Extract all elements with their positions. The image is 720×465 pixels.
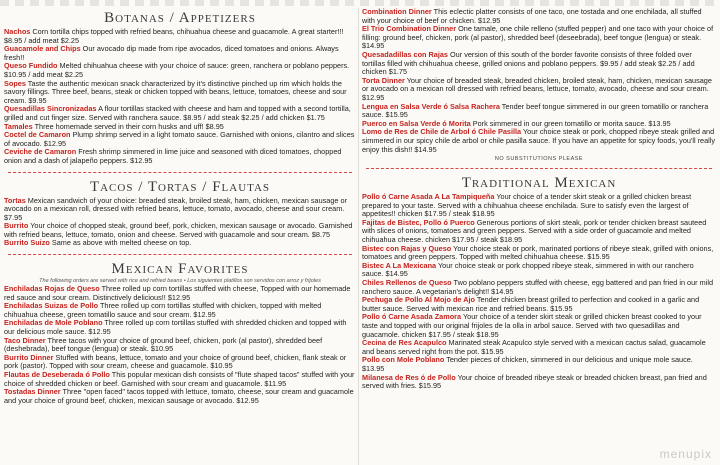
menu-item-description: Your choice of a tender skirt steak or grilled chicken breast cooked to your taste and topped with our original frijoles de la olla in arbol sauce. Served with two quesadillas and guacamole. chicken $17.95 / steak $18.95 [362,312,702,339]
menu-item-name: Enchiladas Rojas de Queso [4,284,100,294]
menu-item-description: Our version of this south of the border favorite consists of three folded over tortillas filled with chihuahua cheese, grilled onions and poblano peppers. $9.95 / add steak $2.25 / add chicken $1.75 [362,49,695,77]
menu-item [4,285,356,302]
menu-item [4,337,356,354]
tacos-list [4,197,356,249]
menu-item-description: Corn tortilla chips topped with refried beans, chihuahua cheese and guacamole. A great starter!!! $8.95 / add meat $2.25 [4,27,344,45]
menu-item-name: Torta Dinner [362,75,405,85]
torn-edge [0,0,720,6]
menu-item [362,245,716,262]
menu-item-name: Pechuga de Pollo Al Mojo de Ajo [362,295,475,305]
menu-item-name: Enchiladas Suizas de Pollo [4,301,99,311]
menu-item [4,319,356,336]
menu-item-name: Ceviche de Camaron [4,147,77,157]
menu-item-name: Sopes [4,78,26,88]
menu-item-description: Three tacos with your choice of ground beef, chicken, pork (al pastor), shredded beef (deshebrada), beef tongue (lengua) or steak. $10.95 [4,335,323,354]
menu-item-description: Three rolled up corn tortillas stuffed with shredded chicken and topped with our delicious mole sauce. $12.95 [4,318,347,337]
menu-item [4,354,356,371]
menu-item [4,388,356,405]
menu-item-description: Three homemade served in their corn husks and uff! $8.95 [32,121,224,131]
menu-item-description: Plump shrimp served in a light tomato sauce. Garnished with onions, cilantro and slices of avocado. $12.95 [4,130,355,148]
menu-item-name: Taco Dinner [4,335,46,345]
menu-item [4,28,356,45]
menu-item-description: Your choice steak or pork chopped ribeye steak, simmered in with our ranchero sauce. $14.95 [362,260,694,279]
menu-item-name: Quesadillas Sincronizadas [4,104,97,114]
tacos-title: Tacos / Tortas / Flautas [89,178,271,195]
menu-item-description: Three rolled up corn tortillas stuffed with chicken, topped with melted chihuahua cheese, green tomatillo sauce and sour cream. $12.95 [4,301,322,319]
menu-item [4,105,356,122]
menu-item [4,239,356,248]
menu-item-name: Bistec A La Mexicana [362,260,437,270]
menu-item-description: Generous portions of skirt steak, pork or tender chicken breast sauteed with slices of onions, tomatoes and green peppers. Served with a side order of guacamole and melted chihuahua cheese. chicken $17.95 / steak $18.95 [362,217,707,245]
section-separator [366,168,712,169]
menu-item-name: Pollo ó Carne Asada A La Tampiqueña [362,192,495,202]
menu-item-name: Guacamole and Chips [4,44,81,54]
menu-item [362,296,716,313]
menu-item-name: Burrito Dinner [4,352,54,362]
right-column [362,8,716,465]
menu-item-name: Quesadadillas con Rajas [362,49,448,59]
menu-item-description: Melted chihuahua cheese with your choice of sauce: green, ranchera or poblano peppers. $10.95 / add meat $2.25 [4,61,350,79]
menu-item [362,313,716,339]
menu-item-name: Burrito [4,221,29,231]
menu-item-description: This popular mexican dish consists of "flute shaped tacos" stuffed with your choice of shredded chicken or beef. Garnished with sour cream and guacamole. $11.95 [4,370,355,388]
appetizers-title: Botanas / Appetizers [104,10,256,26]
menu-item-name: Burrito Suizo [4,238,50,248]
menu-item-description: This eclectic platter consists of one taco, one tostada and one enchilada, all stuffed with your choice of beef or chicken. $12.95 [362,7,702,25]
menu-item [4,222,356,239]
section-separator [8,172,352,173]
left-column [4,8,356,465]
menu-item-name: Lomo de Res de Chile de Arbol ó Chile Pasilla [362,127,522,137]
menu-item-description: Your choice of breaded steak, breaded chicken, broiled steak, ham, chicken, mexican sausage or avocado on a mexican roll dressed with refried beans, lettuce, tomato, avocado, cheese and sour cream. $12.95 [362,75,712,102]
menu-item [362,193,716,219]
menu-item-name: Coctel de Camaron [4,130,71,140]
menu-item [362,25,716,51]
menu-item [362,356,716,373]
traditional-list [362,193,716,391]
menu-item [4,80,356,106]
menu-item [4,197,356,223]
menu-item-name: Enchiladas de Mole Poblano [4,318,103,328]
favorites-note: The following orders are served with rice and refried beans • Los siguientes platillos son servidos con arroz y frijoles [39,278,321,285]
menu-item [4,371,356,388]
menu-item-name: Pollo ó Carne Asada Zamora [362,312,462,322]
menu-item [4,131,356,148]
menu-item-description: Mexican sandwich of your choice: breaded steak, broiled steak, ham, chicken, mexican sausage or avocado on a mexican roll, dressed with refried beans, lettuce, tomato, avocado, cheese and sour cream. $7.95 [4,195,347,222]
menu-item-description: Tender chicken breast grilled to perfection and cooked in a garlic and butter sauce. Served with mexican rice and refried beans. $15.95 [362,295,700,313]
menu-item [362,103,716,120]
menu-item-name: Tamales [4,121,33,131]
menu-item-name: Combination Dinner [362,7,432,16]
menu-item-description: One tamale, one chile relleno (stuffed pepper) and one taco with your choice of filling: ground beef, chicken, pork (al pastor), shredded beef (deseebrada), beef tongue (lengua) or steak. $14.95 [362,24,714,51]
menu-item-description: Pork simmered in our green tomatillo or morita sauce. $13.95 [470,118,671,128]
column-divider [358,8,359,465]
menu-item [4,302,356,319]
menu-item-description: Your choice of chopped steak, ground beef, pork, chicken, mexican sausage or avocado. Garnished with refried beans, lettuce, tomato, onion and cheese. Served with guacamole and sour cream. $8.75 [4,221,353,239]
menu-item-description: Two poblano peppers stuffed with cheese, egg battered and pan fried in our mild ranchero sauce. A vegetarian's delight!! $14.95 [362,278,714,296]
menu-item-description: Stuffed with beans, lettuce, tomato and your choice of ground beef, chicken, flank steak or pork (pastor). Topped with sour cream, cheese and guacamole. $10.95 [4,352,347,371]
menu-item [4,148,356,165]
menu-item-name: El Trio Combination Dinner [362,24,457,34]
menu-item-description: Taste the authentic mexican snack characterized by it's distinctive pinched up rim which holds the savory fillings. Three beef, beans, steak or chicken topped with beans, lettuce, tomatoes, cheese and sour cream. $9.95 [4,78,347,105]
menu-item-description: Fresh shrimp simmered in lime juice and seasoned with diced tomatoes, chopped onion and a dash of jalapeño peppers. $12.95 [4,147,342,165]
menu-item-name: Pollo con Mole Poblano [362,355,445,365]
menu-item [4,62,356,79]
menu-item-name: Nachos [4,27,31,36]
menu-item-description: Same as above with melted cheese on top. [49,238,192,248]
menu-item [362,51,716,77]
menu-item-name: Chiles Rellenos de Queso [362,278,452,288]
menu-item [362,128,716,154]
menu-item [362,8,716,25]
menu-item-description: Marinated steak Acapulco style served with a mexican cactus salad, guacamole and beans served right from the pot. $15.95 [362,338,706,356]
menu-item [362,279,716,296]
menu-item-description: Tender pieces of chicken, simmered in our delicious and unique mole sauce. $13.95 [362,355,693,373]
menu-item-name: Flautas de Deseberada ó Pollo [4,370,110,379]
menu-item-description: Our avocado dip made from ripe avocados, diced tomatoes and onions. Always fresh!! [4,44,339,62]
menu-item-description: Your choice steak or pork, marinated portions of ribeye steak, grilled with onions, tomatoes and green peppers. Topped with melted chihuahua cheese. $15.95 [362,243,714,262]
favorites-title: Mexican Favorites [111,261,249,278]
menu-item-name: Bistec con Rajas y Queso [362,243,452,253]
menu-item-description: A flour tortillas stacked with cheese and ham and topped with a second tortilla, grilled and cut finger size. Served with ranchera sauce. $8.95 / add steak $2.25 / add chicken $1.75 [4,104,351,122]
watermark-logo: menupix [659,447,712,461]
combos-list [362,8,716,154]
favorites-list [4,285,356,405]
menu-item [362,262,716,279]
menu-item-name: Cecina de Res Acapulco [362,338,447,348]
menu-item-description: Tender beef tongue simmered in our green tomatillo or ranchera sauce. $15.95 [362,101,709,120]
menu-item [362,219,716,245]
menu-item-name: Milanesa de Res ó de Pollo [362,372,456,382]
menu-item [362,77,716,103]
menu-item-description: Three "open faced" tacos topped with lettuce, tomato, cheese, sour cream and guacamole and your choice of ground beef, chicken, mexican sausage or avocado. $12.95 [4,387,354,405]
menu-item-name: Tortas [4,195,26,205]
section-separator [8,254,352,255]
menu-item-description: Your choice of breaded ribeye steak or breaded chicken breast, pan fried and served with fries. $15.95 [362,372,707,391]
traditional-title: Traditional Mexican [461,175,617,192]
menu-item [362,374,716,391]
no-substitutions-note: NO SUBSTITUTIONS PLEASE [494,156,584,163]
menu-item-name: Puerco en Salsa Verde ó Morita [362,118,471,128]
menu-item-name: Tostadas Dinner [4,387,61,397]
menu-item-name: Lengua en Salsa Verde ó Salsa Rachera [362,101,500,111]
menu-item [4,45,356,62]
menu-item-description: Your choice steak or pork, chopped ribeye steak grilled and simmered in our spicy chile de arbol or chile pasilla sauce. If you have an appetite for spicy foods, you'll really enjoy this dish!! $14.95 [362,127,716,154]
appetizers-list [4,28,356,166]
menu-item [362,339,716,356]
menu-item-description: Three rolled up corn tortillas stuffed with cheese, Topped with our homemade red sauce and sour cream. Distinctively delicious!! $12.95 [4,284,351,302]
menu-item-name: Queso Fundido [4,61,58,71]
menu-item-name: Fajitas de Bistec, Pollo ó Puerco [362,217,475,227]
menu-item-description: Your choice of a tender skirt steak or a grilled chicken breast prepared to your taste. Served with a chihuahua cheese enchilada. Sure to satisfy even the largest of appetites!! chicken $17.95 / steak $18.95 [362,192,692,219]
